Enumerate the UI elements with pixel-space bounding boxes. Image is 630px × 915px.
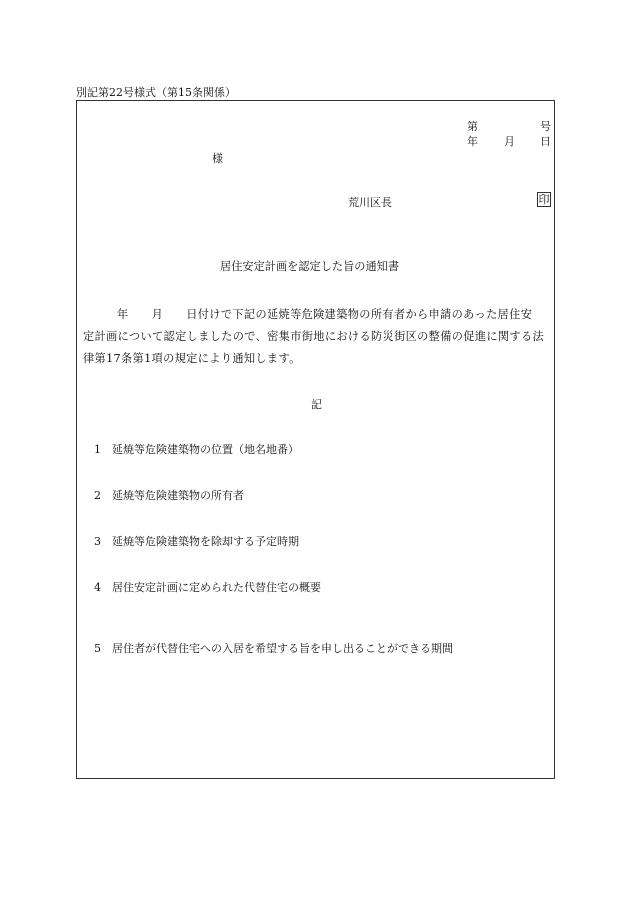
date-year: 年 bbox=[467, 135, 478, 148]
date-month: 月 bbox=[504, 135, 515, 148]
number-prefix: 第 bbox=[467, 120, 478, 133]
ki-heading: 記 bbox=[311, 398, 322, 411]
body-line-3: 律第17条第1項の規定により通知します。 bbox=[83, 352, 301, 365]
seal-box: 印 bbox=[538, 193, 550, 206]
list-item bbox=[94, 441, 299, 457]
item-text: 延焼等危険建築物の所有者 bbox=[112, 489, 244, 502]
item-number: 5 bbox=[94, 642, 101, 655]
form-label: 別記第22号様式（第15条関係） bbox=[76, 86, 236, 99]
list-item bbox=[94, 487, 244, 503]
document-frame bbox=[76, 100, 555, 779]
item-number: 1 bbox=[94, 443, 101, 456]
addressee-suffix: 様 bbox=[212, 152, 223, 165]
date-day: 日 bbox=[540, 135, 551, 148]
body-line-1: 年 月 日付けで下記の延焼等危険建築物の所有者から申請のあった居住安 bbox=[117, 308, 533, 321]
item-number: 3 bbox=[94, 535, 101, 548]
item-number: 2 bbox=[94, 489, 101, 502]
item-number: 4 bbox=[94, 581, 101, 594]
body-line-2: 定計画について認定しましたので、密集市街地における防災街区の整備の促進に関する法 bbox=[83, 330, 545, 343]
list-item bbox=[94, 640, 453, 656]
item-text: 居住者が代替住宅への入居を希望する旨を申し出ることができる期間 bbox=[112, 642, 453, 655]
item-text: 延焼等危険建築物の位置（地名地番） bbox=[112, 443, 299, 456]
document-title: 居住安定計画を認定した旨の通知書 bbox=[220, 260, 400, 273]
list-item bbox=[94, 533, 299, 549]
number-suffix: 号 bbox=[540, 120, 551, 133]
issuer: 荒川区長 bbox=[348, 196, 392, 209]
list-item bbox=[94, 579, 321, 595]
item-text: 居住安定計画に定められた代替住宅の概要 bbox=[112, 581, 321, 594]
item-text: 延焼等危険建築物を除却する予定時期 bbox=[112, 535, 299, 548]
